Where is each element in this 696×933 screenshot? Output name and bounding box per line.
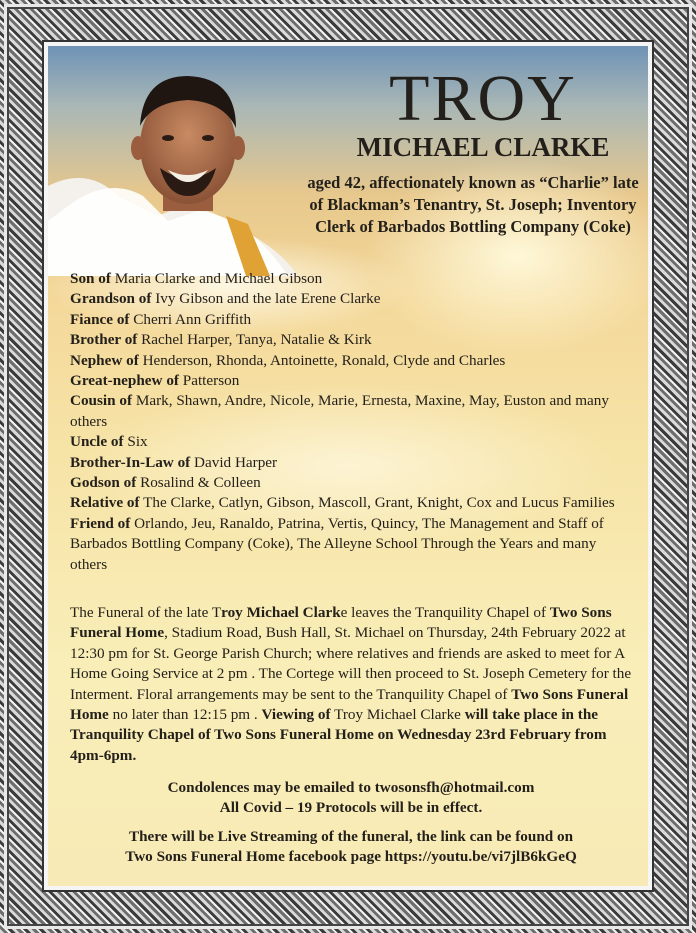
- relation-row: [70, 269, 632, 289]
- relation-text: Cherri Ann Griffith: [129, 310, 252, 328]
- relation-row: [70, 432, 632, 452]
- headline: [318, 62, 648, 162]
- relation-label: Son of: [70, 270, 111, 287]
- funeral-text: no later than 12:15 pm .: [108, 706, 262, 724]
- funeral-text: The Funeral of the late T: [70, 604, 222, 621]
- intro-description: aged 42, affectionately known as “Charlie” late of Blackman’s Tenantry, St. Joseph; Inventory Clerk of Barbados Bottling Company (Coke): [307, 173, 639, 236]
- relation-label: Godson of: [70, 474, 137, 492]
- relation-label: Brother-In-Law of: [70, 453, 191, 471]
- streaming-link-line: Two Sons Funeral Home facebook page https://youtu.be/vi7jlB6kGeQ: [125, 848, 577, 866]
- relation-label: Grandson of: [70, 290, 152, 308]
- relation-label: Nephew of: [70, 351, 139, 369]
- relation-row: [70, 310, 632, 330]
- deceased-first-name: TROY: [389, 62, 577, 135]
- relation-row: [70, 289, 632, 309]
- streaming-line: There will be Live Streaming of the funeral, the link can be found on: [128, 828, 574, 845]
- funeral-text: Troy Michael Clarke: [330, 706, 465, 724]
- funeral-bold-text: roy Michael Clark: [221, 604, 341, 621]
- relation-row: [70, 453, 632, 473]
- funeral-home-name: Two Sons Funeral Home: [70, 685, 629, 724]
- relation-text: Henderson, Rhonda, Antoinette, Ronald, Clyde and Charles: [138, 351, 506, 369]
- relation-row: [70, 371, 632, 391]
- relation-text: Orlando, Jeu, Ranaldo, Patrina, Vertis, Quincy, The Management and Staff of Barbados Bottling Company (Coke), The Alleyne School Through the Years and many others: [70, 514, 604, 573]
- relation-row: [70, 514, 632, 575]
- live-streaming-notice: [70, 827, 632, 868]
- relation-row: [70, 391, 632, 432]
- deceased-full-name: MICHAEL CLARKE: [356, 132, 610, 162]
- relation-text: Rachel Harper, Tanya, Natalie & Kirk: [137, 331, 372, 349]
- relation-text: Six: [123, 433, 148, 451]
- funeral-text: e leaves the Tranquility Chapel of: [340, 604, 550, 621]
- relation-label: Relative of: [70, 494, 140, 512]
- viewing-details: will take place in the Tranquility Chapel of Two Sons Funeral Home on Wednesday 23rd February from 4pm-6pm.: [70, 706, 607, 764]
- relation-text: David Harper: [190, 453, 278, 471]
- relation-text: The Clarke, Catlyn, Gibson, Mascoll, Grant, Knight, Cox and Lucus Families: [139, 494, 615, 512]
- covid-protocol-line: All Covid – 19 Protocols will be in effect.: [219, 799, 483, 817]
- relation-row: [70, 493, 632, 513]
- funeral-home-name: Two Sons Funeral Home: [70, 604, 612, 642]
- relation-row: [70, 473, 632, 493]
- relation-text: Maria Clarke and Michael Gibson: [110, 270, 323, 287]
- portrait-photo: [48, 46, 298, 276]
- relation-text: Rosalind & Colleen: [136, 474, 261, 492]
- funeral-details: [70, 603, 632, 766]
- relation-label: Uncle of: [70, 433, 124, 451]
- relation-label: Great-nephew of: [70, 372, 179, 390]
- relation-label: Friend of: [70, 514, 131, 532]
- viewing-label: Viewing of: [261, 706, 331, 724]
- obituary-panel: [48, 46, 648, 886]
- condolences-email-line: Condolences may be emailed to twosonsfh@hotmail.com: [167, 779, 535, 796]
- relation-row: [70, 351, 632, 371]
- relation-label: Fiance of: [70, 310, 130, 328]
- condolences-notice: [70, 778, 632, 819]
- relations-list: [70, 269, 632, 575]
- relation-row: [70, 330, 632, 350]
- relation-text: Patterson: [178, 372, 240, 390]
- relation-label: Cousin of: [70, 392, 133, 410]
- relation-label: Brother of: [70, 331, 138, 349]
- relation-text: Ivy Gibson and the late Erene Clarke: [151, 290, 381, 308]
- funeral-text: , Stadium Road, Bush Hall, St. Michael on Thursday, 24th February 2022 at 12:30 pm for St. George Parish Church; where relatives and friends are asked to meet for A Home Going Service at 2 pm . The Cortege will then proceed to St. Joseph Cemetery for the Interment. Floral arrangements may be sent to the Tranquility Chapel of: [70, 624, 632, 703]
- relation-text: Mark, Shawn, Andre, Nicole, Marie, Ernesta, Maxine, May, Euston and many others: [70, 392, 609, 430]
